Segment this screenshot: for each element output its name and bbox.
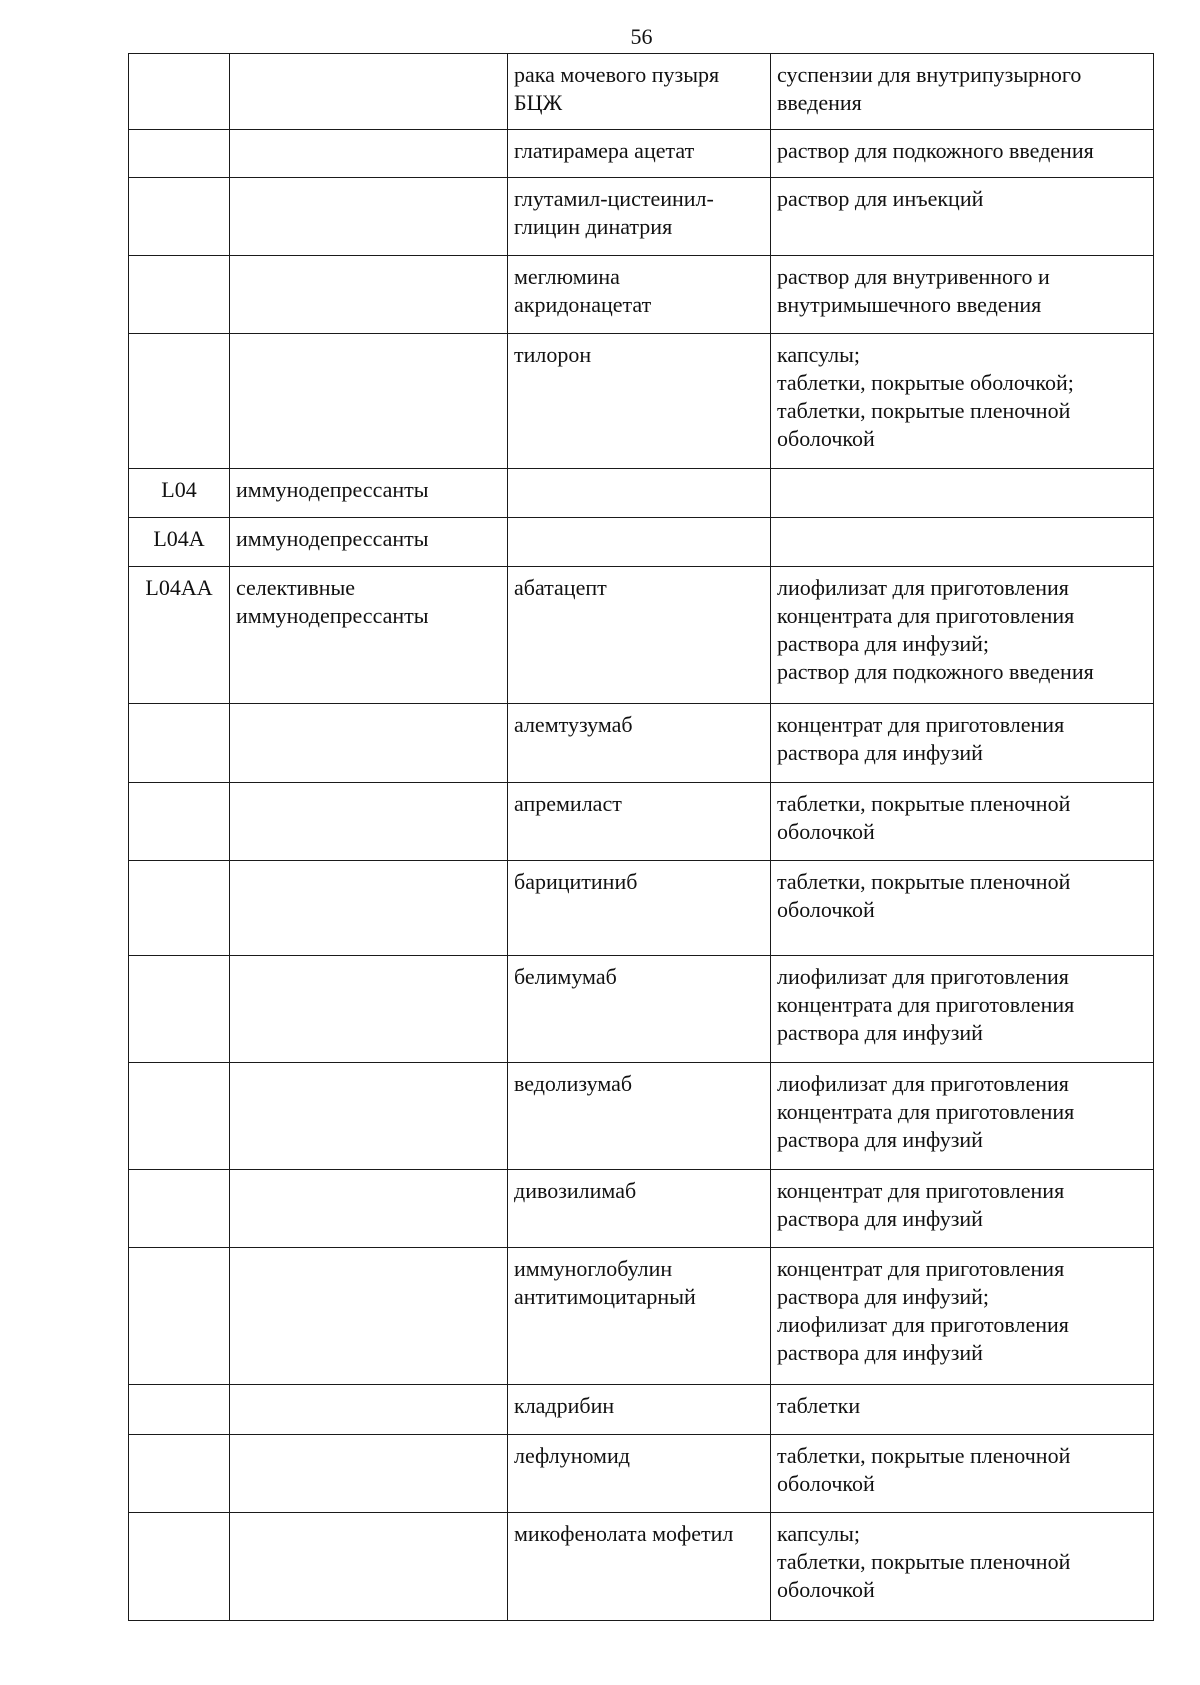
table-row: [129, 178, 1154, 256]
dosage-form-cell: концентрат для приготовления раствора для инфузий: [771, 704, 1154, 783]
group-cell: селективные иммунодепрессанты: [230, 567, 508, 704]
atc-code-cell: L04A: [129, 518, 230, 567]
table-row: [129, 956, 1154, 1063]
dosage-form-cell: таблетки, покрытые пленочной оболочкой: [771, 861, 1154, 956]
drug-name-cell: [508, 518, 771, 567]
dosage-form-cell: капсулы; таблетки, покрытые пленочной оболочкой: [771, 1513, 1154, 1621]
dosage-form-cell: [771, 518, 1154, 567]
table-row: [129, 54, 1154, 130]
drug-name-cell: кладрибин: [508, 1385, 771, 1435]
drug-name-cell: меглюмина акридонацетат: [508, 256, 771, 334]
drug-name-cell: дивозилимаб: [508, 1170, 771, 1248]
group-cell: [230, 1170, 508, 1248]
dosage-form-cell: лиофилизат для приготовления концентрата для приготовления раствора для инфузий: [771, 956, 1154, 1063]
atc-code-cell: L04: [129, 469, 230, 518]
dosage-form-cell: концентрат для приготовления раствора для инфузий: [771, 1170, 1154, 1248]
atc-code-cell: [129, 704, 230, 783]
atc-code-cell: [129, 256, 230, 334]
dosage-form-cell: капсулы; таблетки, покрытые оболочкой; таблетки, покрытые пленочной оболочкой: [771, 334, 1154, 469]
drug-name-cell: апремиласт: [508, 783, 771, 861]
atc-code-cell: [129, 956, 230, 1063]
table-row: [129, 704, 1154, 783]
table-row: [129, 861, 1154, 956]
atc-code-cell: [129, 334, 230, 469]
table-row: [129, 1513, 1154, 1621]
dosage-form-cell: раствор для инъекций: [771, 178, 1154, 256]
drug-name-cell: иммуноглобулин антитимоцитарный: [508, 1248, 771, 1385]
drug-name-cell: тилорон: [508, 334, 771, 469]
table-row: [129, 256, 1154, 334]
dosage-form-cell: таблетки, покрытые пленочной оболочкой: [771, 1435, 1154, 1513]
atc-code-cell: [129, 54, 230, 130]
drug-name-cell: ведолизумаб: [508, 1063, 771, 1170]
atc-code-cell: [129, 1385, 230, 1435]
table-row: [129, 1435, 1154, 1513]
atc-code-cell: [129, 783, 230, 861]
group-cell: [230, 178, 508, 256]
group-cell: [230, 1385, 508, 1435]
drug-name-cell: барицитиниб: [508, 861, 771, 956]
drug-name-cell: белимумаб: [508, 956, 771, 1063]
drug-name-cell: алемтузумаб: [508, 704, 771, 783]
table-row: [129, 783, 1154, 861]
group-cell: [230, 54, 508, 130]
dosage-form-cell: раствор для подкожного введения: [771, 130, 1154, 178]
group-cell: [230, 783, 508, 861]
table-row: [129, 469, 1154, 518]
group-cell: [230, 334, 508, 469]
drug-name-cell: глутамил-цистеинил- глицин динатрия: [508, 178, 771, 256]
atc-code-cell: [129, 1435, 230, 1513]
group-cell: иммунодепрессанты: [230, 518, 508, 567]
table-row: [129, 334, 1154, 469]
table-row: [129, 1385, 1154, 1435]
dosage-form-cell: таблетки, покрытые пленочной оболочкой: [771, 783, 1154, 861]
atc-code-cell: L04AA: [129, 567, 230, 704]
dosage-form-cell: [771, 469, 1154, 518]
atc-code-cell: [129, 1170, 230, 1248]
table-row: [129, 518, 1154, 567]
table-row: [129, 130, 1154, 178]
dosage-form-cell: суспензии для внутрипузырного введения: [771, 54, 1154, 130]
drug-name-cell: абатацепт: [508, 567, 771, 704]
group-cell: [230, 130, 508, 178]
group-cell: [230, 1435, 508, 1513]
drug-name-cell: лефлуномид: [508, 1435, 771, 1513]
group-cell: [230, 256, 508, 334]
atc-code-cell: [129, 1513, 230, 1621]
drug-name-cell: рака мочевого пузыря БЦЖ: [508, 54, 771, 130]
group-cell: [230, 1513, 508, 1621]
table-row: [129, 1248, 1154, 1385]
dosage-form-cell: концентрат для приготовления раствора для инфузий; лиофилизат для приготовления раствора для инфузий: [771, 1248, 1154, 1385]
group-cell: [230, 1063, 508, 1170]
drug-name-cell: глатирамера ацетат: [508, 130, 771, 178]
dosage-form-cell: лиофилизат для приготовления концентрата для приготовления раствора для инфузий: [771, 1063, 1154, 1170]
group-cell: [230, 1248, 508, 1385]
atc-code-cell: [129, 1063, 230, 1170]
drug-table: [128, 53, 1154, 1621]
group-cell: иммунодепрессанты: [230, 469, 508, 518]
atc-code-cell: [129, 130, 230, 178]
atc-code-cell: [129, 178, 230, 256]
table-row: [129, 567, 1154, 704]
drug-name-cell: [508, 469, 771, 518]
dosage-form-cell: таблетки: [771, 1385, 1154, 1435]
atc-code-cell: [129, 1248, 230, 1385]
atc-code-cell: [129, 861, 230, 956]
table-row: [129, 1063, 1154, 1170]
group-cell: [230, 956, 508, 1063]
group-cell: [230, 861, 508, 956]
drug-name-cell: микофенолата мофетил: [508, 1513, 771, 1621]
group-cell: [230, 704, 508, 783]
dosage-form-cell: раствор для внутривенного и внутримышечного введения: [771, 256, 1154, 334]
table-row: [129, 1170, 1154, 1248]
dosage-form-cell: лиофилизат для приготовления концентрата для приготовления раствора для инфузий; раствор для подкожного введения: [771, 567, 1154, 704]
page-number: 56: [630, 24, 653, 49]
